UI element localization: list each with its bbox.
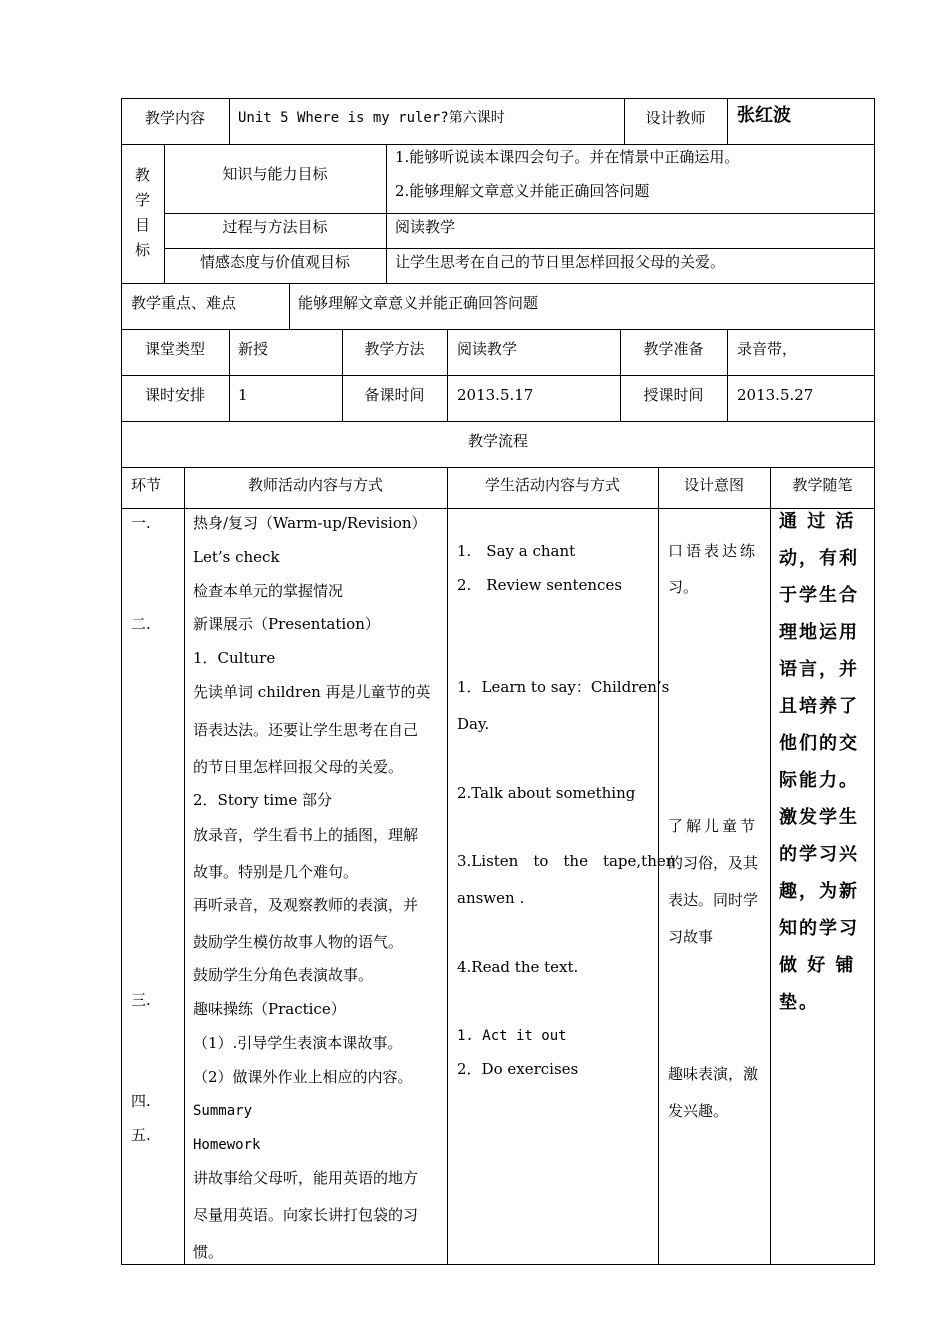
teacher-line: Summary: [193, 1103, 253, 1119]
col-divider: [727, 329, 728, 421]
teacher-line: 放录音，学生看书上的插图，理解: [193, 826, 419, 844]
row-divider: [121, 508, 875, 509]
content-value: Unit 5 Where is my ruler?第六课时: [238, 110, 505, 126]
hours-label: 课时安排: [144, 386, 205, 404]
hours-value: 1: [238, 386, 248, 404]
teacher-line: （2）做课外作业上相应的内容。: [193, 1068, 413, 1086]
knowledge-goal-label: 知识与能力目标: [222, 165, 328, 183]
student-line: 1. Act it out: [457, 1028, 567, 1044]
teaching-notes: [779, 503, 871, 1021]
class-type-label: 课堂类型: [144, 340, 205, 358]
flow-header-stage: 环节: [131, 476, 162, 494]
row-divider: [164, 248, 875, 249]
teacher-line: 鼓励学生模仿故事人物的语气。: [193, 933, 404, 951]
notes-line: 且培养了: [779, 696, 859, 717]
key-points-label: 教学重点、难点: [131, 294, 237, 312]
student-line: answen .: [457, 889, 525, 907]
teacher-line: 的节日里怎样回报父母的关爱。: [193, 758, 404, 776]
notes-line: 知的学习: [779, 918, 859, 939]
teacher-line: 惯。: [193, 1243, 224, 1261]
student-line: 1. Say a chant: [457, 542, 576, 560]
row-divider: [164, 213, 875, 214]
stage-marker: 一.: [131, 514, 151, 532]
col-divider: [184, 467, 185, 1265]
preparation-label: 教学准备: [643, 340, 704, 358]
flow-header-teacher: 教师活动内容与方式: [247, 476, 383, 494]
teacher-line: 检查本单元的掌握情况: [193, 582, 344, 600]
teacher-line: Homework: [193, 1137, 261, 1153]
notes-line: 他们的交: [779, 733, 859, 754]
col-divider: [770, 467, 771, 1265]
col-divider: [447, 467, 448, 1265]
key-points-value: 能够理解文章意义并能正确回答问题: [298, 294, 539, 312]
row-divider: [121, 144, 875, 145]
row-divider: [121, 283, 875, 284]
student-line: 3.Listen to the tape,then: [457, 852, 676, 870]
emotion-goal-value: 让学生思考在自己的节日里怎样回报父母的关爱。: [395, 253, 726, 271]
teacher-line: Let’s check: [193, 548, 280, 566]
intent-line: 趣味表演，激: [668, 1065, 759, 1083]
notes-line: 于学生合: [779, 585, 859, 606]
knowledge-goal-value: 2.能够理解文章意义并能正确回答问题: [395, 182, 650, 200]
intent-line: 口语表达练: [668, 542, 759, 560]
teacher-line: 再听录音，及观察教师的表演，并: [193, 896, 419, 914]
col-divider: [289, 283, 290, 329]
method-label: 教学方法: [364, 340, 425, 358]
col-divider: [727, 98, 728, 144]
notes-line: 理地运用: [779, 622, 859, 643]
student-line: Day.: [457, 715, 490, 733]
process-goal-label: 过程与方法目标: [222, 218, 328, 236]
goals-side-char: 学: [134, 191, 150, 209]
notes-line: 做 好 铺: [779, 955, 856, 976]
intent-line: 发兴趣。: [668, 1102, 729, 1120]
student-line: 2. Review sentences: [457, 576, 623, 594]
row-divider: [121, 375, 875, 376]
flow-header-notes: 教学随笔: [792, 476, 853, 494]
student-line: 2.Talk about something: [457, 784, 636, 802]
intent-line: 的习俗，及其: [668, 854, 759, 872]
teacher-line: 热身/复习（Warm-up/Revision）: [193, 514, 427, 532]
stage-marker: 二.: [131, 615, 151, 633]
notes-line: 语言，并: [779, 659, 859, 680]
teacher-line: 尽量用英语。向家长讲打包袋的习: [193, 1206, 419, 1224]
teacher-line: 新课展示（Presentation）: [193, 615, 380, 633]
goals-side-char: 目: [134, 216, 150, 234]
row-divider: [121, 421, 875, 422]
stage-marker: 四.: [131, 1092, 151, 1110]
notes-line: 的学习兴: [779, 844, 859, 865]
intent-line: 表达。同时学: [668, 891, 759, 909]
teach-time-value: 2013.5.27: [737, 386, 814, 404]
col-divider: [229, 98, 230, 144]
teacher-line: 讲故事给父母听，能用英语的地方: [193, 1169, 419, 1187]
row-divider: [121, 329, 875, 330]
notes-line: 通 过 活: [779, 511, 856, 532]
process-goal-value: 阅读教学: [395, 218, 456, 236]
teach-time-label: 授课时间: [643, 386, 704, 404]
col-divider: [386, 144, 387, 283]
teacher-line: 1．Culture: [193, 649, 276, 667]
notes-line: 趣，为新: [779, 881, 859, 902]
prep-time-value: 2013.5.17: [457, 386, 534, 404]
method-value: 阅读教学: [457, 340, 518, 358]
teacher-line: 先读单词 children 再是儿童节的英: [193, 683, 431, 701]
flow-header-student: 学生活动内容与方式: [484, 476, 620, 494]
teacher-line: （1）.引导学生表演本课故事。: [193, 1034, 403, 1052]
row-divider: [121, 467, 875, 468]
notes-line: 动，有利: [779, 548, 859, 569]
content-label: 教学内容: [144, 109, 205, 127]
notes-line: 垫。: [779, 992, 819, 1013]
preparation-value: 录音带，: [737, 340, 798, 358]
student-line: 4.Read the text.: [457, 958, 579, 976]
prep-time-label: 备课时间: [364, 386, 425, 404]
student-line: 1．Learn to say：Children’s: [457, 678, 670, 696]
designer-value: 张红波: [737, 105, 791, 126]
teacher-line: 语表达法。还要让学生思考在自己: [193, 721, 419, 739]
teacher-line: 鼓励学生分角色表演故事。: [193, 966, 374, 984]
teacher-line: 趣味操练（Practice）: [193, 1000, 346, 1018]
student-line: 2．Do exercises: [457, 1060, 579, 1078]
stage-marker: 五.: [131, 1126, 151, 1144]
flow-title: 教学流程: [467, 432, 528, 450]
teacher-line: 2．Story time 部分: [193, 791, 332, 809]
col-divider: [229, 329, 230, 421]
emotion-goal-label: 情感态度与价值观目标: [199, 253, 350, 271]
intent-line: 了解儿童节: [668, 817, 759, 835]
goals-side-char: 教: [134, 166, 150, 184]
intent-line: 习故事: [668, 928, 714, 946]
knowledge-goal-value: 1.能够听说读本课四会句子。并在情景中正确运用。: [395, 148, 740, 166]
notes-line: 激发学生: [779, 807, 859, 828]
flow-header-intent: 设计意图: [683, 476, 744, 494]
intent-line: 习。: [668, 578, 699, 596]
teacher-line: 故事。特别是几个难句。: [193, 863, 359, 881]
designer-label: 设计教师: [645, 109, 706, 127]
class-type-value: 新授: [238, 340, 269, 358]
stage-marker: 三.: [131, 991, 151, 1009]
col-divider: [447, 329, 448, 421]
notes-line: 际能力。: [779, 770, 859, 791]
goals-side-char: 标: [134, 241, 150, 259]
